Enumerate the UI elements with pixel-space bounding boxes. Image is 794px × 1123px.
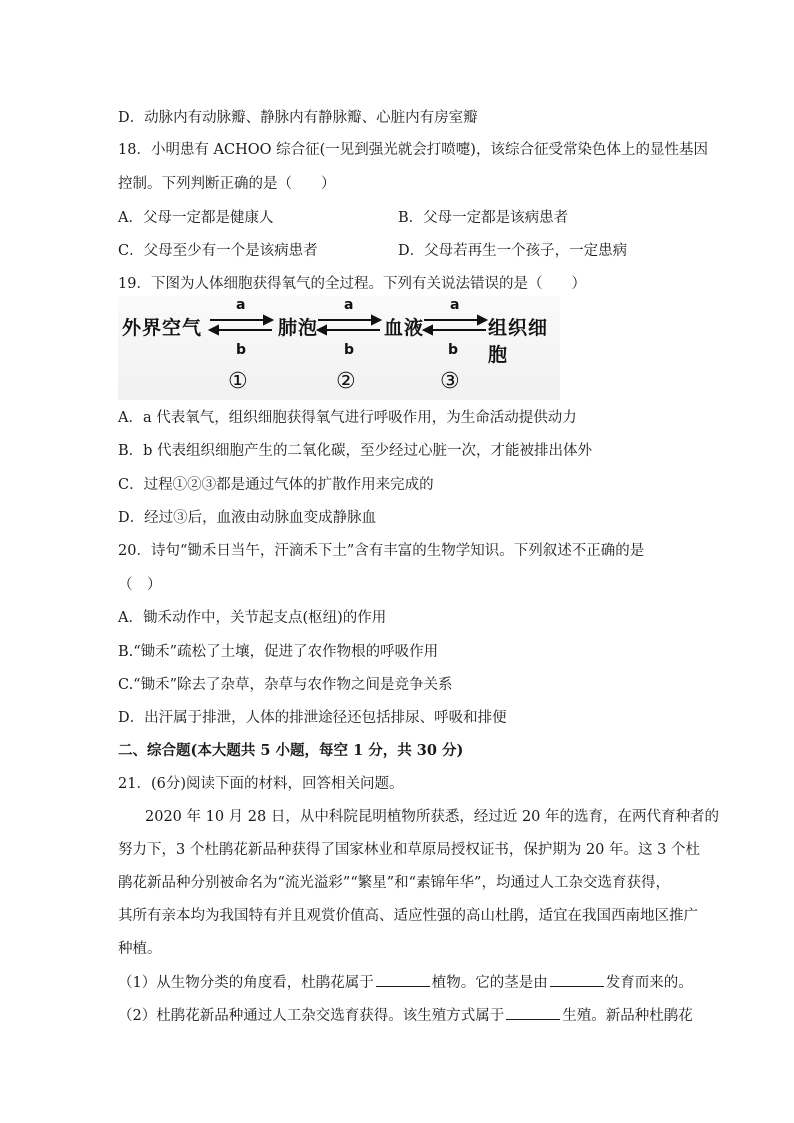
q18-stem-line1: 18．小明患有 ACHOO 综合征(一见到强光就会打喷嚏)，该综合征受常染色体上的显性基因 [118, 142, 708, 158]
step-3: ③ [440, 369, 460, 394]
q18-option-d: D．父母若再生一个孩子，一定患病 [398, 243, 628, 259]
section2-heading: 二、综合题(本大题共 5 小题，每空 1 分，共 30 分) [118, 742, 464, 759]
arrow-b-2-head [318, 326, 326, 334]
q18-stem-line2: 控制。下列判断正确的是（ ） [118, 176, 336, 192]
q20-option-c: C.“锄禾”除去了杂草，杂草与农作物之间是竞争关系 [118, 677, 453, 693]
q19-option-c: C．过程①②③都是通过气体的扩散作用来完成的 [118, 477, 434, 493]
answer-blank-3[interactable] [506, 1005, 560, 1020]
label-a-3: a [450, 297, 460, 313]
answer-blank-2[interactable] [550, 972, 604, 987]
q19-option-d: D．经过③后，血液由动脉血变成静脉血 [118, 510, 377, 526]
arrow-a-3-head [478, 316, 486, 324]
q21-sub2-part1: （2）杜鹃花新品种通过人工杂交选育获得。该生殖方式属于 [118, 1008, 505, 1024]
q21-sub1-part1: （1）从生物分类的角度看，杜鹃花属于 [118, 975, 374, 991]
q21-passage-line1: 2020 年 10 月 28 日，从中科院昆明植物所获悉，经过近 20 年的选育，在两代育种者的 [145, 809, 720, 825]
node-blood: 血液 [384, 317, 425, 339]
label-a-1: a [236, 297, 246, 313]
q18-options-row2 [118, 241, 678, 261]
q21-sub1 [118, 972, 693, 993]
q21-passage-line4: 其所有亲本均为我国特有并且观赏价值高、适应性强的高山杜鹃，适宜在我国西南地区推广 [118, 908, 698, 924]
node-tissue-cells: 组织细胞 [488, 317, 549, 366]
step-1: ① [228, 369, 248, 394]
q20-stem-line1: 20．诗句“锄禾日当午，汗滴禾下土”含有丰富的生物学知识。下列叙述不正确的是 [118, 543, 645, 559]
q21-passage-line2: 努力下，3 个杜鹃花新品种获得了国家林业和草原局授权证书，保护期为 20 年。这 3 个杜 [118, 842, 700, 858]
q19-stem: 19．下图为人体细胞获得氧气的全过程。下列有关说法错误的是（ ） [118, 276, 586, 292]
q18-option-c: C．父母至少有一个是该病患者 [118, 243, 318, 259]
arrow-b-1-head [210, 326, 218, 334]
label-b-1: b [236, 342, 247, 358]
q20-stem-line2: （ ） [118, 577, 162, 593]
q21-sub1-part3: 发育而来的。 [605, 975, 693, 991]
q21-passage-line3: 鹃花新品种分别被命名为“流光溢彩”“繁星”和“素锦年华”，均通过人工杂交选育获得， [118, 875, 670, 891]
q19-option-b: B．b 代表组织细胞产生的二氧化碳，至少经过心脏一次，才能被排出体外 [118, 443, 593, 459]
step-2: ② [336, 369, 356, 394]
q20-option-d: D．出汗属于排泄，人体的排泄途径还包括排尿、呼吸和排便 [118, 710, 507, 726]
label-b-2: b [344, 342, 355, 358]
q21-passage-line5: 种植。 [118, 941, 162, 957]
answer-blank-1[interactable] [376, 972, 430, 987]
gas-exchange-diagram [118, 296, 560, 400]
q21-sub2-part2: 生殖。新品种杜鹃花 [562, 1008, 693, 1024]
q19-option-a: A．a 代表氧气，组织细胞获得氧气进行呼吸作用，为生命活动提供动力 [118, 410, 577, 426]
arrow-a-1-head [264, 316, 272, 324]
label-b-3: b [448, 342, 459, 358]
q17-option-d: D．动脉内有动脉瓣、静脉内有静脉瓣、心脏内有房室瓣 [118, 110, 478, 126]
q18-option-a: A．父母一定都是健康人 [118, 210, 274, 226]
q20-option-a: A．锄禾动作中，关节起支点(枢纽)的作用 [118, 610, 387, 626]
node-alveoli: 肺泡 [278, 317, 319, 339]
q21-stem: 21．(6分)阅读下面的材料，回答相关问题。 [118, 776, 404, 792]
q20-option-b: B.“锄禾”疏松了土壤，促进了农作物根的呼吸作用 [118, 644, 439, 660]
label-a-2: a [344, 297, 354, 313]
q21-sub1-part2: 植物。它的茎是由 [431, 975, 548, 991]
arrow-a-2-head [372, 316, 380, 324]
node-outside-air: 外界空气 [122, 317, 203, 339]
q18-option-b: B．父母一定都是该病患者 [398, 210, 569, 226]
q18-options-row1 [118, 208, 678, 228]
q21-sub2 [118, 1005, 693, 1026]
arrow-b-3-head [424, 326, 432, 334]
